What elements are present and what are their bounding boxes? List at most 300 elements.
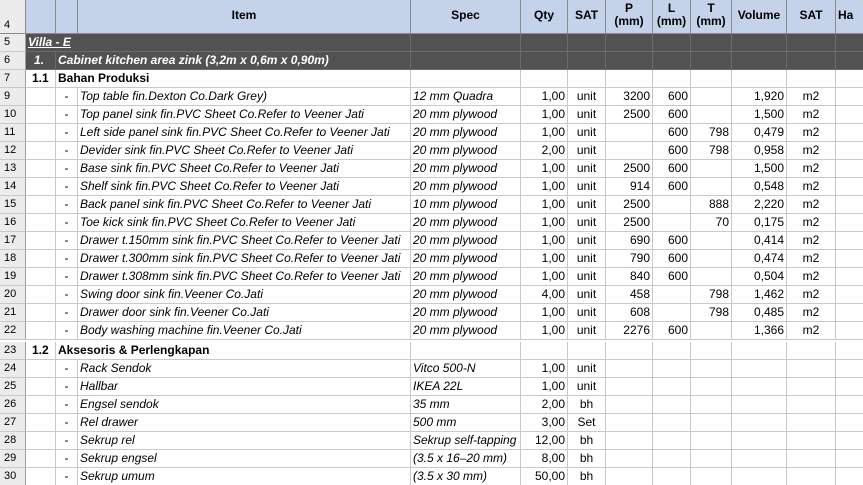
cell-l[interactable]: 600 bbox=[653, 322, 691, 340]
cell-sat[interactable]: Set bbox=[568, 414, 606, 432]
cell-p[interactable]: 840 bbox=[606, 268, 653, 286]
cell-p[interactable]: 690 bbox=[606, 232, 653, 250]
cell-sat2[interactable]: m2 bbox=[787, 142, 836, 160]
cell-volume[interactable]: 0,479 bbox=[732, 124, 787, 142]
row-number[interactable]: 18 bbox=[0, 250, 26, 268]
cell-item[interactable]: Devider sink fin.PVC Sheet Co.Refer to Veener Jati bbox=[78, 142, 411, 160]
cell-sat[interactable]: unit bbox=[568, 286, 606, 304]
cell[interactable] bbox=[653, 342, 691, 360]
cell-qty[interactable]: 1,00 bbox=[521, 304, 568, 322]
cell-l[interactable]: 600 bbox=[653, 232, 691, 250]
cell-volume[interactable]: 1,462 bbox=[732, 286, 787, 304]
cell-extra[interactable] bbox=[836, 178, 863, 196]
cell-item[interactable]: Drawer door sink fin.Veener Co.Jati bbox=[78, 304, 411, 322]
cell-spec[interactable]: 20 mm plywood bbox=[411, 106, 521, 124]
cell-qty[interactable]: 1,00 bbox=[521, 196, 568, 214]
cell-p[interactable] bbox=[606, 378, 653, 396]
cell-sat2[interactable] bbox=[787, 378, 836, 396]
cell-volume[interactable]: 0,474 bbox=[732, 250, 787, 268]
cell-blank[interactable] bbox=[26, 196, 56, 214]
cell-item[interactable]: Sekrup umum bbox=[78, 468, 411, 485]
cell-blank[interactable] bbox=[26, 468, 56, 485]
cell-p[interactable] bbox=[606, 124, 653, 142]
cell-sat[interactable]: unit bbox=[568, 360, 606, 378]
cell-extra[interactable] bbox=[836, 468, 863, 485]
row-number[interactable]: 21 bbox=[0, 304, 26, 322]
cell-blank[interactable] bbox=[26, 106, 56, 124]
cell-blank[interactable] bbox=[26, 88, 56, 106]
cell-spec[interactable]: 20 mm plywood bbox=[411, 124, 521, 142]
cell-qty[interactable]: 1,00 bbox=[521, 250, 568, 268]
cell[interactable] bbox=[732, 342, 787, 360]
cell-dash[interactable]: - bbox=[56, 178, 78, 196]
row-number[interactable]: 4 bbox=[0, 0, 26, 34]
cell-item[interactable]: Shelf sink fin.PVC Sheet Co.Refer to Veener Jati bbox=[78, 178, 411, 196]
cell[interactable] bbox=[836, 34, 863, 52]
cell[interactable] bbox=[691, 52, 732, 70]
cell-spec[interactable]: 12 mm Quadra bbox=[411, 88, 521, 106]
cell-sat2[interactable]: m2 bbox=[787, 124, 836, 142]
cell-sat[interactable]: bh bbox=[568, 450, 606, 468]
cell-l[interactable]: 600 bbox=[653, 88, 691, 106]
cell-spec[interactable]: 20 mm plywood bbox=[411, 304, 521, 322]
cell-blank[interactable] bbox=[26, 450, 56, 468]
header-volume[interactable]: Volume bbox=[732, 0, 787, 34]
cell-item[interactable]: Top table fin.Dexton Co.Dark Grey) bbox=[78, 88, 411, 106]
cell[interactable] bbox=[411, 70, 521, 88]
cell-dash[interactable]: - bbox=[56, 378, 78, 396]
row-number[interactable]: 20 bbox=[0, 286, 26, 304]
cell-volume[interactable] bbox=[732, 360, 787, 378]
cell-extra[interactable] bbox=[836, 432, 863, 450]
row-number[interactable]: 11 bbox=[0, 124, 26, 142]
header-cell-dash[interactable] bbox=[56, 0, 78, 34]
cell-extra[interactable] bbox=[836, 142, 863, 160]
cell-dash[interactable]: - bbox=[56, 124, 78, 142]
cell[interactable] bbox=[691, 34, 732, 52]
cell-sat[interactable]: unit bbox=[568, 142, 606, 160]
cell-extra[interactable] bbox=[836, 214, 863, 232]
row-number[interactable]: 16 bbox=[0, 214, 26, 232]
cell-sat2[interactable] bbox=[787, 360, 836, 378]
cell-t[interactable]: 798 bbox=[691, 142, 732, 160]
section-number[interactable]: 1.1 bbox=[26, 70, 56, 88]
cell[interactable] bbox=[411, 52, 521, 70]
header-p[interactable] bbox=[606, 0, 653, 34]
cell-extra[interactable] bbox=[836, 378, 863, 396]
cell-p[interactable] bbox=[606, 360, 653, 378]
cell[interactable] bbox=[568, 52, 606, 70]
cell-dash[interactable]: - bbox=[56, 232, 78, 250]
cell-p[interactable]: 2500 bbox=[606, 160, 653, 178]
cell-t[interactable] bbox=[691, 414, 732, 432]
cell-extra[interactable] bbox=[836, 360, 863, 378]
cell-spec[interactable]: 20 mm plywood bbox=[411, 322, 521, 340]
section-number[interactable]: 1.2 bbox=[26, 342, 56, 360]
cell-p[interactable]: 608 bbox=[606, 304, 653, 322]
cell-t[interactable]: 798 bbox=[691, 124, 732, 142]
cell-t[interactable] bbox=[691, 360, 732, 378]
cell-sat2[interactable]: m2 bbox=[787, 250, 836, 268]
cell-qty[interactable]: 1,00 bbox=[521, 268, 568, 286]
cell-l[interactable] bbox=[653, 378, 691, 396]
cell-volume[interactable]: 0,548 bbox=[732, 178, 787, 196]
cell-item[interactable]: Back panel sink fin.PVC Sheet Co.Refer to Veener Jati bbox=[78, 196, 411, 214]
cell[interactable] bbox=[691, 342, 732, 360]
cell-item[interactable]: Top panel sink fin.PVC Sheet Co.Refer to Veener Jati bbox=[78, 106, 411, 124]
cell-blank[interactable] bbox=[26, 268, 56, 286]
cell-sat2[interactable]: m2 bbox=[787, 160, 836, 178]
cell-extra[interactable] bbox=[836, 88, 863, 106]
cell[interactable] bbox=[787, 52, 836, 70]
cell-qty[interactable]: 1,00 bbox=[521, 360, 568, 378]
cell-t[interactable] bbox=[691, 322, 732, 340]
cell-spec[interactable]: 20 mm plywood bbox=[411, 250, 521, 268]
cabinet-number[interactable]: 1. bbox=[26, 52, 56, 70]
cell-extra[interactable] bbox=[836, 196, 863, 214]
cell-l[interactable] bbox=[653, 396, 691, 414]
cell-l[interactable] bbox=[653, 414, 691, 432]
cell-volume[interactable]: 0,958 bbox=[732, 142, 787, 160]
cell-sat2[interactable]: m2 bbox=[787, 88, 836, 106]
cell-sat2[interactable] bbox=[787, 414, 836, 432]
cell-t[interactable] bbox=[691, 250, 732, 268]
cell-qty[interactable]: 3,00 bbox=[521, 414, 568, 432]
header-l[interactable] bbox=[653, 0, 691, 34]
cell-blank[interactable] bbox=[26, 396, 56, 414]
cell-qty[interactable]: 12,00 bbox=[521, 432, 568, 450]
cell-item[interactable]: Engsel sendok bbox=[78, 396, 411, 414]
cell-l[interactable] bbox=[653, 286, 691, 304]
cell-volume[interactable]: 1,500 bbox=[732, 160, 787, 178]
cell-spec[interactable]: 20 mm plywood bbox=[411, 160, 521, 178]
cell[interactable] bbox=[836, 70, 863, 88]
cell-qty[interactable]: 1,00 bbox=[521, 106, 568, 124]
header-sat2[interactable]: SAT bbox=[787, 0, 836, 34]
cell-blank[interactable] bbox=[26, 378, 56, 396]
header-cell-num[interactable] bbox=[26, 0, 56, 34]
cell-item[interactable]: Rel drawer bbox=[78, 414, 411, 432]
cell-sat2[interactable]: m2 bbox=[787, 286, 836, 304]
cell-spec[interactable]: 35 mm bbox=[411, 396, 521, 414]
cell-volume[interactable]: 1,500 bbox=[732, 106, 787, 124]
header-cut-column[interactable]: Ha bbox=[836, 0, 863, 34]
cell[interactable] bbox=[787, 34, 836, 52]
cell-l[interactable] bbox=[653, 432, 691, 450]
cell-p[interactable]: 2500 bbox=[606, 196, 653, 214]
cell-item[interactable]: Sekrup rel bbox=[78, 432, 411, 450]
cell-p[interactable] bbox=[606, 432, 653, 450]
cell-blank[interactable] bbox=[26, 214, 56, 232]
cell[interactable] bbox=[653, 52, 691, 70]
cell-dash[interactable]: - bbox=[56, 322, 78, 340]
cell-dash[interactable]: - bbox=[56, 88, 78, 106]
cabinet-label[interactable]: Cabinet kitchen area zink (3,2m x 0,6m x 0,90m) bbox=[56, 52, 411, 70]
row-number[interactable]: 13 bbox=[0, 160, 26, 178]
cell[interactable] bbox=[521, 34, 568, 52]
row-number[interactable]: 25 bbox=[0, 378, 26, 396]
cell[interactable] bbox=[521, 342, 568, 360]
cell-item[interactable]: Rack Sendok bbox=[78, 360, 411, 378]
cell-sat[interactable]: unit bbox=[568, 268, 606, 286]
cell-qty[interactable]: 4,00 bbox=[521, 286, 568, 304]
cell[interactable] bbox=[732, 70, 787, 88]
cell-blank[interactable] bbox=[26, 178, 56, 196]
cell-spec[interactable]: 20 mm plywood bbox=[411, 214, 521, 232]
cell-dash[interactable]: - bbox=[56, 450, 78, 468]
cell-l[interactable] bbox=[653, 214, 691, 232]
row-number[interactable]: 15 bbox=[0, 196, 26, 214]
cell-sat[interactable]: unit bbox=[568, 88, 606, 106]
cell[interactable] bbox=[521, 70, 568, 88]
cell-extra[interactable] bbox=[836, 232, 863, 250]
cell-dash[interactable]: - bbox=[56, 268, 78, 286]
cell-spec[interactable]: 20 mm plywood bbox=[411, 142, 521, 160]
cell-t[interactable]: 798 bbox=[691, 304, 732, 322]
cell-sat2[interactable] bbox=[787, 432, 836, 450]
cell-qty[interactable]: 1,00 bbox=[521, 214, 568, 232]
cell[interactable] bbox=[606, 34, 653, 52]
cell-l[interactable]: 600 bbox=[653, 106, 691, 124]
row-number[interactable]: 28 bbox=[0, 432, 26, 450]
cell-extra[interactable] bbox=[836, 322, 863, 340]
cell-t[interactable] bbox=[691, 450, 732, 468]
cell-t[interactable]: 888 bbox=[691, 196, 732, 214]
row-number[interactable]: 9 bbox=[0, 88, 26, 106]
row-number[interactable]: 22 bbox=[0, 322, 26, 340]
cell-t[interactable] bbox=[691, 178, 732, 196]
cell-p[interactable] bbox=[606, 414, 653, 432]
cell[interactable] bbox=[787, 342, 836, 360]
header-item[interactable]: Item bbox=[78, 0, 411, 34]
row-number[interactable]: 5 bbox=[0, 34, 26, 52]
header-t[interactable] bbox=[691, 0, 732, 34]
cell-p[interactable]: 3200 bbox=[606, 88, 653, 106]
cell-sat[interactable]: unit bbox=[568, 124, 606, 142]
cell-qty[interactable]: 1,00 bbox=[521, 232, 568, 250]
cell-l[interactable] bbox=[653, 450, 691, 468]
cell-p[interactable] bbox=[606, 396, 653, 414]
cell-dash[interactable]: - bbox=[56, 214, 78, 232]
cell-sat[interactable]: bh bbox=[568, 396, 606, 414]
cell-volume[interactable] bbox=[732, 414, 787, 432]
cell-qty[interactable]: 8,00 bbox=[521, 450, 568, 468]
cell-t[interactable] bbox=[691, 160, 732, 178]
cell-p[interactable] bbox=[606, 468, 653, 485]
cell-item[interactable]: Toe kick sink fin.PVC Sheet Co.Refer to Veener Jati bbox=[78, 214, 411, 232]
cell-blank[interactable] bbox=[26, 286, 56, 304]
cell-qty[interactable]: 1,00 bbox=[521, 160, 568, 178]
cell-qty[interactable]: 1,00 bbox=[521, 178, 568, 196]
cell-qty[interactable]: 1,00 bbox=[521, 124, 568, 142]
cell-qty[interactable]: 2,00 bbox=[521, 396, 568, 414]
cell-blank[interactable] bbox=[26, 414, 56, 432]
cell-t[interactable] bbox=[691, 396, 732, 414]
cell-l[interactable]: 600 bbox=[653, 250, 691, 268]
row-number[interactable]: 23 bbox=[0, 342, 26, 360]
cell-l[interactable]: 600 bbox=[653, 142, 691, 160]
cell-volume[interactable]: 2,220 bbox=[732, 196, 787, 214]
cell-p[interactable]: 2276 bbox=[606, 322, 653, 340]
cell-p[interactable]: 2500 bbox=[606, 106, 653, 124]
cell-item[interactable]: Swing door sink fin.Veener Co.Jati bbox=[78, 286, 411, 304]
cell-dash[interactable]: - bbox=[56, 142, 78, 160]
cell-item[interactable]: Drawer t.300mm sink fin.PVC Sheet Co.Refer to Veener Jati bbox=[78, 250, 411, 268]
cell-sat[interactable]: unit bbox=[568, 378, 606, 396]
cell-spec[interactable]: 20 mm plywood bbox=[411, 286, 521, 304]
row-number[interactable]: 24 bbox=[0, 360, 26, 378]
cell-t[interactable] bbox=[691, 378, 732, 396]
cell-dash[interactable]: - bbox=[56, 196, 78, 214]
cell-extra[interactable] bbox=[836, 124, 863, 142]
cell-t[interactable] bbox=[691, 268, 732, 286]
cell-item[interactable]: Drawer t.150mm sink fin.PVC Sheet Co.Refer to Veener Jati bbox=[78, 232, 411, 250]
cell-p[interactable]: 458 bbox=[606, 286, 653, 304]
cell-spec[interactable]: Sekrup self-tapping bbox=[411, 432, 521, 450]
row-number[interactable]: 7 bbox=[0, 70, 26, 88]
cell-l[interactable]: 600 bbox=[653, 124, 691, 142]
cell-t[interactable]: 798 bbox=[691, 286, 732, 304]
cell-item[interactable]: Body washing machine fin.Veener Co.Jati bbox=[78, 322, 411, 340]
cell-sat[interactable]: unit bbox=[568, 250, 606, 268]
cell-volume[interactable] bbox=[732, 450, 787, 468]
row-number[interactable]: 29 bbox=[0, 450, 26, 468]
cell-extra[interactable] bbox=[836, 396, 863, 414]
cell[interactable] bbox=[836, 342, 863, 360]
cell-extra[interactable] bbox=[836, 106, 863, 124]
cell[interactable] bbox=[653, 34, 691, 52]
cell-item[interactable]: Left side panel sink fin.PVC Sheet Co.Refer to Veener Jati bbox=[78, 124, 411, 142]
cell[interactable] bbox=[411, 34, 521, 52]
cell-l[interactable] bbox=[653, 360, 691, 378]
cell-volume[interactable] bbox=[732, 432, 787, 450]
cell-sat2[interactable] bbox=[787, 468, 836, 485]
cell-sat[interactable]: bh bbox=[568, 468, 606, 485]
row-number[interactable]: 6 bbox=[0, 52, 26, 70]
row-number[interactable]: 10 bbox=[0, 106, 26, 124]
cell-t[interactable] bbox=[691, 232, 732, 250]
cell[interactable] bbox=[568, 342, 606, 360]
cell-sat2[interactable]: m2 bbox=[787, 178, 836, 196]
cell-p[interactable]: 2500 bbox=[606, 214, 653, 232]
cell-t[interactable] bbox=[691, 432, 732, 450]
cell-spec[interactable]: 20 mm plywood bbox=[411, 178, 521, 196]
header-spec[interactable]: Spec bbox=[411, 0, 521, 34]
cell-dash[interactable]: - bbox=[56, 432, 78, 450]
cell[interactable] bbox=[653, 70, 691, 88]
header-qty[interactable]: Qty bbox=[521, 0, 568, 34]
cell-blank[interactable] bbox=[26, 124, 56, 142]
cell-blank[interactable] bbox=[26, 304, 56, 322]
cell-extra[interactable] bbox=[836, 414, 863, 432]
cell-spec[interactable]: 20 mm plywood bbox=[411, 232, 521, 250]
cell[interactable] bbox=[606, 342, 653, 360]
cell-p[interactable]: 790 bbox=[606, 250, 653, 268]
cell[interactable] bbox=[732, 52, 787, 70]
cell[interactable] bbox=[836, 52, 863, 70]
cell-item[interactable]: Hallbar bbox=[78, 378, 411, 396]
cell-item[interactable]: Sekrup engsel bbox=[78, 450, 411, 468]
cell-blank[interactable] bbox=[26, 360, 56, 378]
cell-l[interactable]: 600 bbox=[653, 178, 691, 196]
cell[interactable] bbox=[787, 70, 836, 88]
cell-dash[interactable]: - bbox=[56, 160, 78, 178]
cell-spec[interactable]: IKEA 22L bbox=[411, 378, 521, 396]
cell-t[interactable] bbox=[691, 468, 732, 485]
cell-blank[interactable] bbox=[26, 160, 56, 178]
cell-sat2[interactable] bbox=[787, 450, 836, 468]
section-label[interactable]: Bahan Produksi bbox=[56, 70, 411, 88]
cell-extra[interactable] bbox=[836, 286, 863, 304]
cell-qty[interactable]: 2,00 bbox=[521, 142, 568, 160]
cell-spec[interactable]: (3.5 x 16–20 mm) bbox=[411, 450, 521, 468]
cell-sat2[interactable]: m2 bbox=[787, 322, 836, 340]
cell[interactable] bbox=[521, 52, 568, 70]
cell-sat2[interactable]: m2 bbox=[787, 232, 836, 250]
cell-sat[interactable]: unit bbox=[568, 178, 606, 196]
cell-dash[interactable]: - bbox=[56, 396, 78, 414]
cell[interactable] bbox=[568, 34, 606, 52]
cell-sat[interactable]: bh bbox=[568, 432, 606, 450]
cell-dash[interactable]: - bbox=[56, 468, 78, 485]
cell-blank[interactable] bbox=[26, 322, 56, 340]
cell-qty[interactable]: 50,00 bbox=[521, 468, 568, 485]
cell[interactable] bbox=[606, 52, 653, 70]
cell-dash[interactable]: - bbox=[56, 304, 78, 322]
cell-volume[interactable] bbox=[732, 396, 787, 414]
cell-spec[interactable]: 10 mm plywood bbox=[411, 196, 521, 214]
cell-l[interactable]: 600 bbox=[653, 160, 691, 178]
cell-sat[interactable]: unit bbox=[568, 106, 606, 124]
cell-p[interactable]: 914 bbox=[606, 178, 653, 196]
cell-l[interactable] bbox=[653, 468, 691, 485]
cell-dash[interactable]: - bbox=[56, 360, 78, 378]
cell-dash[interactable]: - bbox=[56, 414, 78, 432]
cell-sat[interactable]: unit bbox=[568, 304, 606, 322]
cell-dash[interactable]: - bbox=[56, 286, 78, 304]
cell-extra[interactable] bbox=[836, 250, 863, 268]
cell-sat2[interactable]: m2 bbox=[787, 268, 836, 286]
cell-item[interactable]: Drawer t.308mm sink fin.PVC Sheet Co.Refer to Veener Jati bbox=[78, 268, 411, 286]
cell-volume[interactable]: 0,485 bbox=[732, 304, 787, 322]
cell[interactable] bbox=[411, 342, 521, 360]
cell-dash[interactable]: - bbox=[56, 250, 78, 268]
cell-volume[interactable] bbox=[732, 468, 787, 485]
cell-dash[interactable]: - bbox=[56, 106, 78, 124]
cell-sat2[interactable]: m2 bbox=[787, 106, 836, 124]
cell-sat[interactable]: unit bbox=[568, 232, 606, 250]
cell[interactable] bbox=[691, 70, 732, 88]
cell-qty[interactable]: 1,00 bbox=[521, 88, 568, 106]
cell[interactable] bbox=[568, 70, 606, 88]
row-number[interactable]: 19 bbox=[0, 268, 26, 286]
cell-volume[interactable]: 1,366 bbox=[732, 322, 787, 340]
row-number[interactable]: 27 bbox=[0, 414, 26, 432]
cell-extra[interactable] bbox=[836, 268, 863, 286]
cell-sat[interactable]: unit bbox=[568, 322, 606, 340]
cell-extra[interactable] bbox=[836, 304, 863, 322]
cell-p[interactable] bbox=[606, 142, 653, 160]
cell-volume[interactable]: 0,414 bbox=[732, 232, 787, 250]
cell-l[interactable] bbox=[653, 304, 691, 322]
cell[interactable] bbox=[606, 70, 653, 88]
header-sat[interactable]: SAT bbox=[568, 0, 606, 34]
row-number[interactable]: 12 bbox=[0, 142, 26, 160]
row-number[interactable]: 14 bbox=[0, 178, 26, 196]
cell-blank[interactable] bbox=[26, 232, 56, 250]
cell-extra[interactable] bbox=[836, 160, 863, 178]
cell-l[interactable]: 600 bbox=[653, 268, 691, 286]
